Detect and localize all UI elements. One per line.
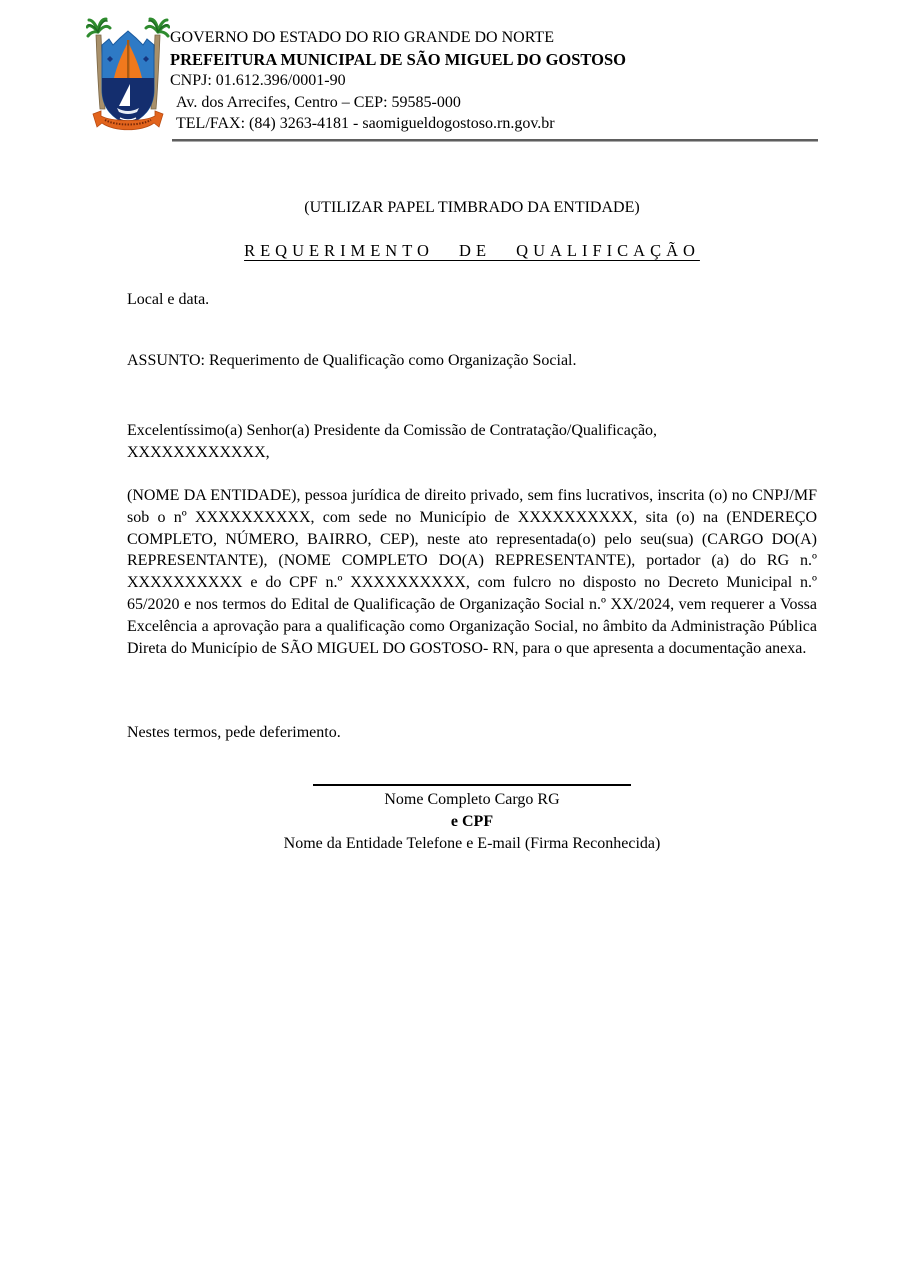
salutation bbox=[127, 420, 817, 464]
signature-entity-line: Nome da Entidade Telefone e E-mail (Firma Reconhecida) bbox=[283, 834, 661, 852]
salutation-line-1: Excelentíssimo(a) Senhor(a) Presidente da Comissão de Contratação/Qualificação, bbox=[127, 422, 658, 439]
document-title-text: REQUERIMENTO DE QUALIFICAÇÃO bbox=[244, 241, 700, 260]
request-body-paragraph: (NOME DA ENTIDADE), pessoa jurídica de direito privado, sem fins lucrativos, inscrita (o) no CNPJ/MF sob o nº XXXXXXXXXX, com sede no Município de XXXXXXXXXX, sita (o) na (ENDEREÇO COMPLETO, NÚMERO, BAIRRO, CEP), neste ato representada(o) pelo seu(sua) (CARGO DO(A) REPRESENTANTE), (NOME COMPLETO DO(A) REPRESENTANTE), portador (a) do RG n.º XXXXXXXXXX e do CPF n.º XXXXXXXXXX, com fulcro no disposto no Decreto Municipal n.º 65/2020 e nos termos do Edital de Qualificação de Organização Social n.º XX/2024, vem requerer a Vossa Excelência a aprovação para a qualificação como Organização Social, no âmbito da Administração Pública Direta do Município de SÃO MIGUEL DO GOSTOSO- RN, para o que apresenta a documentação anexa. bbox=[127, 487, 817, 657]
signature-block bbox=[127, 784, 817, 854]
subject-line: ASSUNTO: Requerimento de Qualificação como Organização Social. bbox=[127, 352, 577, 369]
letterhead-municipality-line: PREFEITURA MUNICIPAL DE SÃO MIGUEL DO GOSTOSO bbox=[170, 49, 626, 69]
salutation-line-2: XXXXXXXXXXXX, bbox=[127, 443, 270, 461]
letterhead-divider bbox=[172, 139, 818, 141]
letterhead-usage-note: (UTILIZAR PAPEL TIMBRADO DA ENTIDADE) bbox=[304, 199, 640, 216]
signature-name-line: Nome Completo Cargo RG bbox=[384, 791, 560, 808]
letterhead-cnpj-line: CNPJ: 01.612.396/0001-90 bbox=[170, 72, 346, 89]
document-title bbox=[127, 240, 817, 262]
signature-line bbox=[313, 784, 631, 786]
coat-of-arms-icon bbox=[86, 15, 170, 139]
closing-line: Nestes termos, pede deferimento. bbox=[127, 724, 341, 741]
letterhead-address-line: Av. dos Arrecifes, Centro – CEP: 59585-000 bbox=[176, 93, 461, 111]
letterhead bbox=[170, 27, 626, 135]
place-and-date-line: Local e data. bbox=[127, 291, 210, 308]
letterhead-contact-line: TEL/FAX: (84) 3263-4181 - saomigueldogostoso.rn.gov.br bbox=[176, 115, 555, 132]
letterhead-government-line: GOVERNO DO ESTADO DO RIO GRANDE DO NORTE bbox=[170, 29, 554, 46]
signature-cpf-line: e CPF bbox=[450, 812, 494, 830]
